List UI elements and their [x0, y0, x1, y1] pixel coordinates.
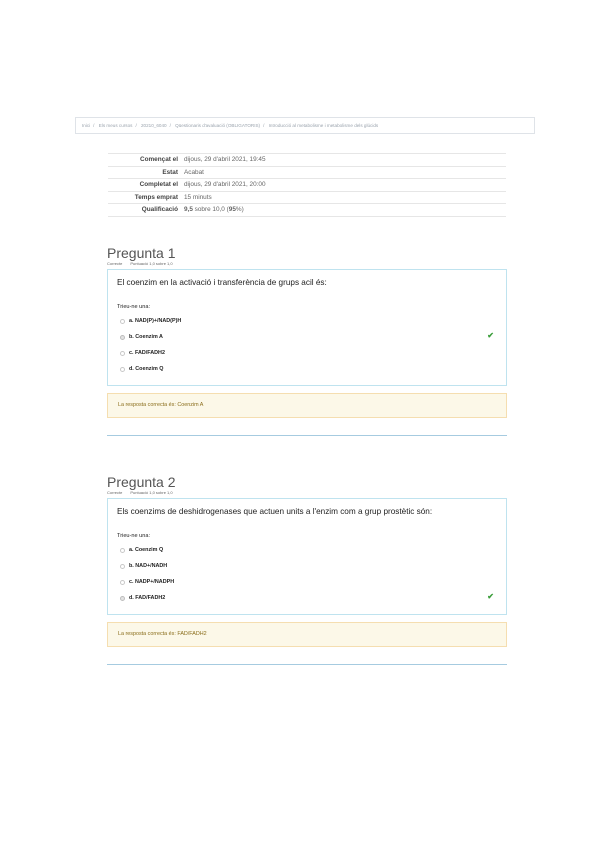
breadcrumb-separator: /: [135, 123, 137, 128]
question-divider: [107, 664, 507, 665]
radio-button[interactable]: [120, 335, 125, 340]
summary-row-completed: [108, 179, 506, 192]
question-2: [107, 474, 507, 665]
breadcrumb-section[interactable]: Qüestionaris d'avaluació (OBLIGATORIS): [175, 123, 261, 128]
answer-prompt: Trieu-ne una:: [117, 533, 151, 539]
grade-score: 9,5: [184, 206, 193, 214]
breadcrumb-separator: /: [263, 123, 265, 128]
correct-answer-feedback: La resposta correcta és: Coenzim A: [107, 393, 507, 418]
answer-option-label: c. FAD/FADH2: [129, 350, 165, 356]
summary-value: dijous, 29 d'abril 2021, 20:00: [181, 179, 506, 192]
correct-check-icon: ✔: [487, 331, 494, 340]
answer-option-d[interactable]: [120, 593, 165, 603]
summary-row-time-taken: [108, 191, 506, 204]
answer-option-c[interactable]: [120, 577, 174, 587]
question-info: [107, 490, 507, 496]
breadcrumb-home[interactable]: Inici: [82, 123, 91, 128]
radio-button[interactable]: [120, 351, 125, 356]
summary-label: Començat el: [108, 154, 181, 167]
breadcrumb: [75, 117, 535, 134]
breadcrumb-separator: /: [93, 123, 95, 128]
answer-option-c[interactable]: [120, 348, 165, 358]
question-1: [107, 245, 507, 436]
correct-answer-feedback: La resposta correcta és: FAD/FADH2: [107, 622, 507, 647]
answer-option-a[interactable]: [120, 316, 181, 326]
breadcrumb-quiz[interactable]: Introducció al metabolisme i metabolisme dels glúcids: [268, 123, 379, 128]
summary-value: dijous, 29 d'abril 2021, 19:45: [181, 154, 506, 167]
summary-value: Acabat: [181, 166, 506, 179]
radio-button[interactable]: [120, 580, 125, 585]
summary-row-started: [108, 154, 506, 167]
answer-option-a[interactable]: [120, 545, 163, 555]
question-points: Puntuació 1,0 sobre 1,0: [130, 490, 173, 495]
summary-value: 15 minuts: [181, 191, 506, 204]
answer-option-label: a. NAD(P)+/NAD(P)H: [129, 318, 182, 324]
grade-end: %): [235, 206, 244, 214]
breadcrumb-separator: /: [169, 123, 171, 128]
radio-button[interactable]: [120, 596, 125, 601]
radio-button[interactable]: [120, 319, 125, 324]
answer-option-label: b. NAD+/NADH: [129, 563, 168, 569]
question-text: Els coenzims de deshidrogenases que actuen units a l'enzim com a grup prostètic són:: [117, 507, 433, 516]
answer-option-b[interactable]: [120, 561, 167, 571]
answer-prompt: Trieu-ne una:: [117, 304, 151, 310]
summary-label: Qualificació: [108, 204, 181, 217]
question-title: Pregunta 2: [107, 474, 176, 490]
answer-option-label: d. Coenzim Q: [129, 366, 164, 372]
radio-button[interactable]: [120, 367, 125, 372]
answer-option-label: b. Coenzim A: [129, 334, 163, 340]
grade-out-of: sobre 10,0 (: [192, 206, 229, 214]
question-text: El coenzim en la activació i transferència de grups acil és:: [117, 278, 327, 287]
attempt-summary-table: [108, 153, 506, 217]
radio-button[interactable]: [120, 548, 125, 553]
answer-option-d[interactable]: [120, 364, 163, 374]
answer-option-b[interactable]: [120, 332, 163, 342]
question-content: [107, 269, 507, 386]
answer-option-label: c. NADP+/NADPH: [129, 579, 175, 585]
summary-value: [181, 204, 506, 217]
answer-option-label: a. Coenzim Q: [129, 547, 164, 553]
summary-row-state: [108, 166, 506, 179]
answer-option-label: d. FAD/FADH2: [129, 595, 166, 601]
breadcrumb-course[interactable]: 20210_6040: [141, 123, 167, 128]
question-state: Correcte: [107, 490, 123, 495]
question-info: [107, 261, 507, 267]
summary-label: Estat: [108, 166, 181, 179]
summary-row-grade: [108, 204, 506, 217]
breadcrumb-my-courses[interactable]: Els meus cursos: [98, 123, 133, 128]
correct-check-icon: ✔: [487, 592, 494, 601]
grade-percent: 95: [228, 206, 236, 214]
question-title: Pregunta 1: [107, 245, 176, 261]
question-points: Puntuació 1,0 sobre 1,0: [130, 261, 173, 266]
summary-label: Temps emprat: [108, 191, 181, 204]
summary-label: Completat el: [108, 179, 181, 192]
radio-button[interactable]: [120, 564, 125, 569]
question-state: Correcte: [107, 261, 123, 266]
question-divider: [107, 435, 507, 436]
question-content: [107, 498, 507, 615]
